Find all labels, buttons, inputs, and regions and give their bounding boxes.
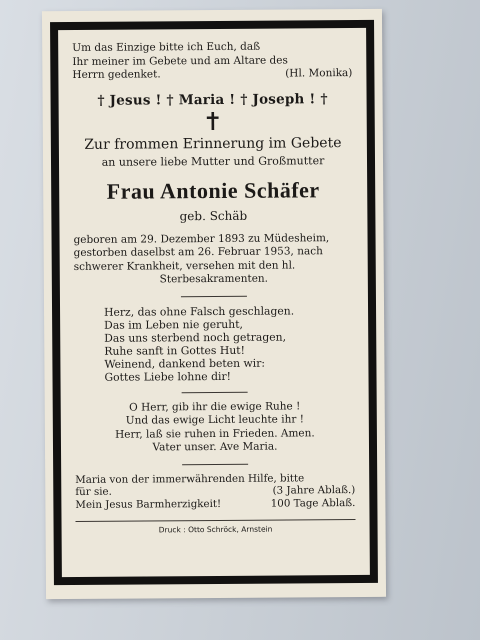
poem-line: Das im Leben nie geruht, [104,317,243,332]
quote-source: (Hl. Monika) [285,67,353,80]
quote-line: Herrn gedenket. [72,68,161,81]
prayer-line: Herr, laß sie ruhen in Frieden. Amen. [115,426,315,441]
invocation: † Jesus ! † Maria ! † Joseph ! † [97,90,328,109]
prayer [75,400,355,456]
vitals-line: geboren am 29. Dezember 1893 zu Müdesheim, [73,231,330,246]
deceased-name: Frau Antonie Schäfer [106,176,320,204]
indulgence-note: 100 Tage Ablaß. [270,496,356,510]
prayer-line: Vater unser. Ave Maria. [152,440,278,454]
indulgence-line: Maria von der immerwährenden Hilfe, bitte [75,471,305,486]
quote-line: Ihr meiner im Gebete und am Altare des [72,53,288,68]
relation-line: an unsere liebe Mutter und Großmutter [101,153,325,169]
vital-dates [74,232,354,288]
indulgence-text: Mein Jesus Barmherzigkeit! [75,497,222,511]
memorial-card [42,9,386,599]
card-content [58,28,370,577]
poem-line: Weinend, dankend beten wir: [104,356,266,371]
poem-line: Herz, das ohne Falsch geschlagen. [104,303,295,319]
quote-line: Um das Einzige bitte ich Euch, daß [72,40,261,54]
poem-line: Gottes Liebe lohne dir! [104,369,232,384]
vitals-line: gestorben daselbst am 26. Februar 1953, nach [73,245,323,259]
poem-line: Ruhe sanft in Gottes Hut! [104,343,245,358]
poem [104,304,355,384]
indulgence-prayers [75,472,355,511]
indulgence-row [75,497,355,511]
indulgence-note: (3 Jahre Ablaß.) [272,484,356,497]
poem-line: Das uns sterbend noch getragen, [104,329,287,345]
indulgence-text: für sie. [75,485,112,498]
cross-icon [207,111,219,129]
maiden-name: geb. Schäb [179,208,248,223]
printer-imprint: Druck : Otto Schröck, Arnstein [158,524,273,535]
divider [182,463,248,464]
memory-heading: Zur frommen Erinnerung im Gebete [84,134,342,153]
prayer-line: Und das ewige Licht leuchte ihr ! [125,413,304,427]
footer-rule [76,519,356,522]
opening-quote [72,40,352,82]
divider [181,295,247,296]
vitals-line: schwerer Krankheit, versehen mit den hl. [73,258,296,273]
divider [182,391,248,392]
vitals-line: Sterbesakramenten. [159,272,269,286]
prayer-line: O Herr, gib ihr die ewige Ruhe ! [129,399,301,414]
